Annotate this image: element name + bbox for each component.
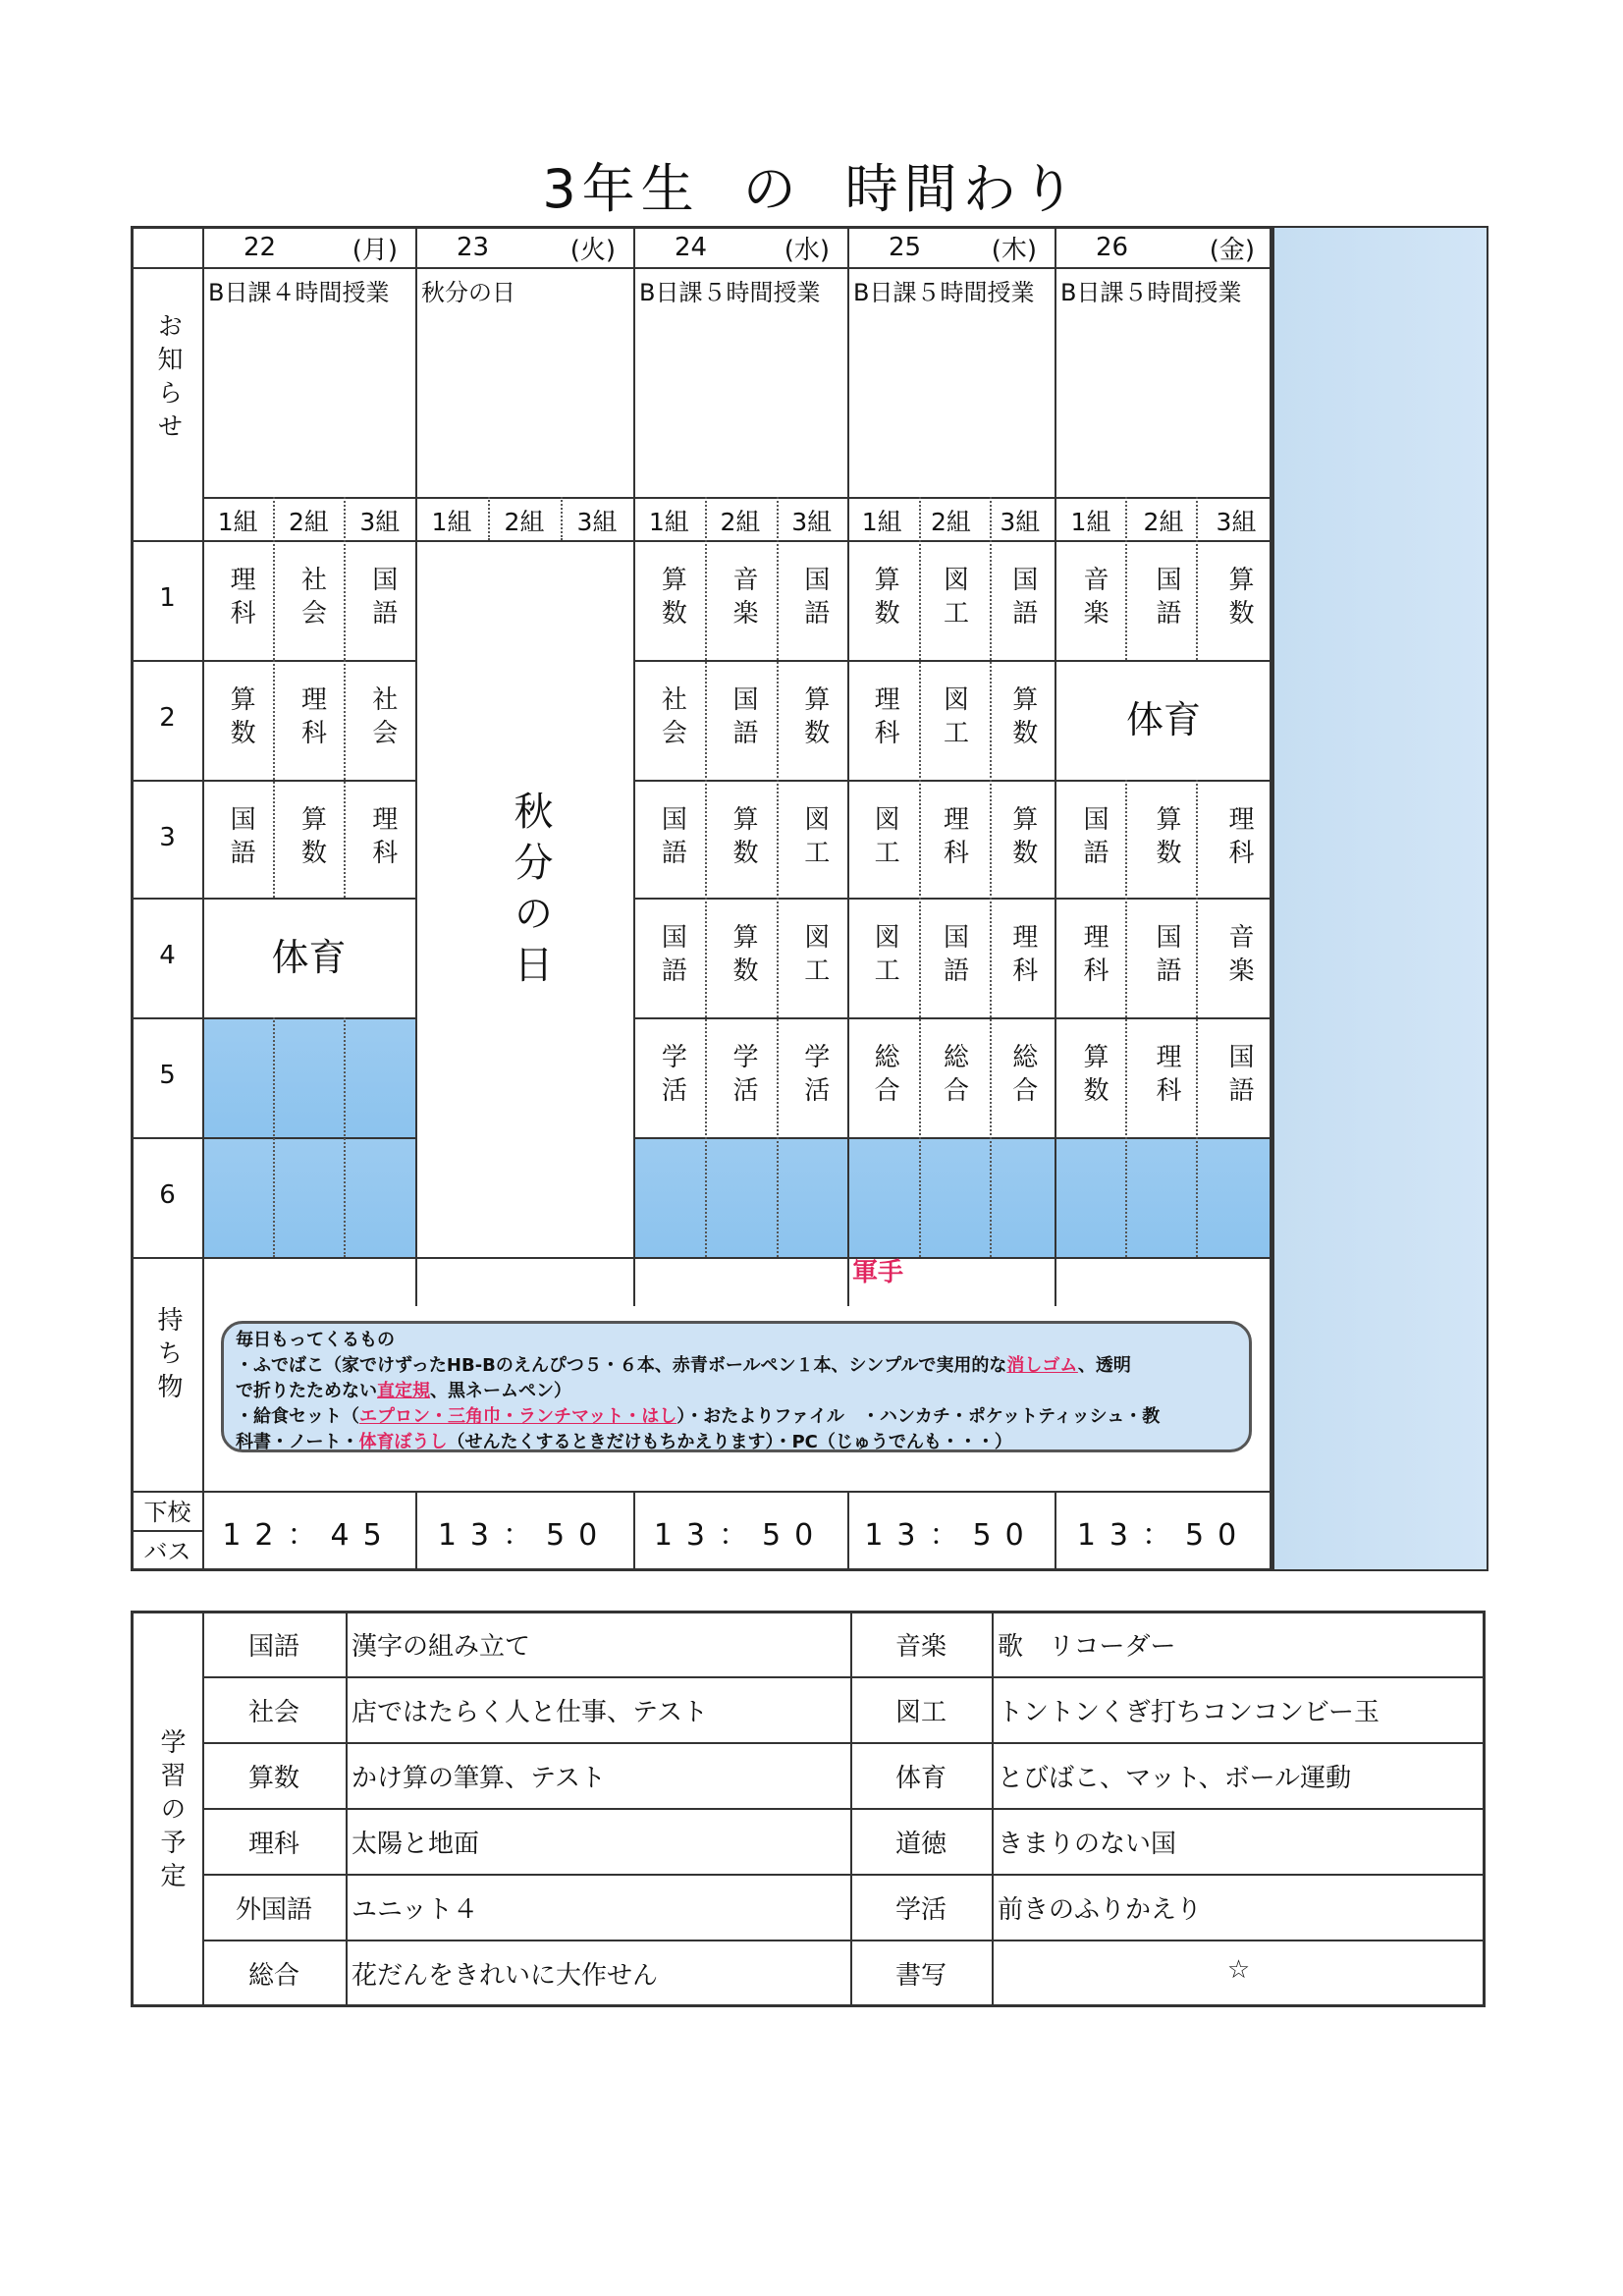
divider xyxy=(202,1808,1486,1810)
subject-cell-fri: 国語 xyxy=(1224,1043,1254,1110)
divider xyxy=(633,1017,1272,1019)
dismissal-time-mon: 12：45 xyxy=(222,1518,396,1553)
class-header: 3組 xyxy=(1216,508,1257,536)
period-number: 3 xyxy=(159,823,176,852)
period-number: 5 xyxy=(159,1061,176,1090)
subject-cell-mon: 国語 xyxy=(367,566,398,632)
notice-mon: B日課４時間授業 xyxy=(208,279,390,306)
fri-p2-taiiku: 体育 xyxy=(1125,698,1201,741)
period-number: 1 xyxy=(159,583,176,613)
mochimono-line4: 科書・ノート・体育ぼうし（せんたくするときだけもちかえります）・PC（じゅうでんも・・・） xyxy=(236,1432,1012,1452)
subject-cell-mon: 社会 xyxy=(367,685,398,752)
title-no: の xyxy=(742,158,802,220)
study-subject: 理科 xyxy=(247,1830,299,1859)
notice-thu: B日課５時間授業 xyxy=(853,279,1035,306)
study-content: 太陽と地面 xyxy=(352,1830,480,1859)
notice-tue: 秋分の日 xyxy=(421,279,515,306)
subject-cell-fri: 理科 xyxy=(1079,923,1109,990)
study-content: 歌 リコーダー xyxy=(998,1632,1176,1662)
study-subject: 総合 xyxy=(247,1961,299,1991)
tue-holiday: 秋分の日 xyxy=(508,791,553,995)
divider xyxy=(202,1742,1486,1744)
mochimono-line3: ・給食セット（エプロン・三角巾・ランチマット・はし）・おたよりファイル ・ハンカチ・ポケットティッシュ・教 xyxy=(236,1406,1161,1427)
subject-cell-wed: 音楽 xyxy=(729,566,759,632)
subject-cell-wed: 国語 xyxy=(657,923,687,990)
divider xyxy=(633,660,1272,662)
subject-cell-thu: 理科 xyxy=(939,805,969,872)
divider xyxy=(131,540,1272,542)
divider xyxy=(633,780,1272,782)
subject-cell-thu: 図工 xyxy=(870,805,900,872)
subject-cell-wed: 学活 xyxy=(657,1043,687,1110)
divider xyxy=(1055,226,1056,1306)
subject-cell-fri: 算数 xyxy=(1152,805,1181,872)
class-header: 3組 xyxy=(359,508,401,536)
class-header: 1組 xyxy=(1070,508,1111,536)
subject-cell-wed: 図工 xyxy=(799,923,830,990)
subject-cell-wed: 国語 xyxy=(729,685,759,752)
study-subject: 国語 xyxy=(247,1632,299,1662)
divider xyxy=(202,1676,1486,1678)
mochimono-heading: 毎日もってくるもの xyxy=(236,1330,395,1350)
period-number: 6 xyxy=(159,1180,176,1210)
subject-cell-fri: 理科 xyxy=(1152,1043,1181,1110)
study-subject: 外国語 xyxy=(235,1895,312,1925)
subject-cell-mon: 社会 xyxy=(297,566,327,632)
study-content: 店ではたらく人と仕事、テスト xyxy=(352,1698,708,1727)
title-jikanwari: 時間わり xyxy=(844,158,1081,220)
mochimono-label: 持ち物 xyxy=(153,1306,183,1406)
divider xyxy=(273,1017,275,1257)
divider xyxy=(633,1137,1272,1139)
period-number: 2 xyxy=(159,703,176,733)
subject-cell-wed: 学活 xyxy=(799,1043,830,1110)
class-header: 2組 xyxy=(720,508,761,536)
subject-cell-wed: 算数 xyxy=(657,566,687,632)
divider xyxy=(633,898,1272,900)
subject-cell-wed: 国語 xyxy=(657,805,687,872)
subject-cell-thu: 総合 xyxy=(939,1043,969,1110)
divider xyxy=(131,1257,1272,1259)
notice-wed: B日課５時間授業 xyxy=(639,279,821,306)
divider xyxy=(633,226,635,1306)
subject-cell-thu: 算数 xyxy=(1007,685,1038,752)
divider xyxy=(1125,780,1127,1257)
class-header: 2組 xyxy=(1143,508,1184,536)
study-subject: 図工 xyxy=(894,1698,947,1727)
divider xyxy=(847,226,849,1306)
subject-cell-thu: 理科 xyxy=(1007,923,1038,990)
study-label: 学習の予定 xyxy=(156,1728,186,1895)
day-header: 26 (金) xyxy=(1096,233,1255,265)
class-header: 2組 xyxy=(931,508,971,536)
divider xyxy=(131,1491,1272,1493)
subject-cell-wed: 算数 xyxy=(799,685,830,752)
divider xyxy=(1196,780,1198,1257)
dismissal-time-tue: 13：50 xyxy=(437,1518,612,1553)
class-header: 1組 xyxy=(217,508,258,536)
day-header: 24 (水) xyxy=(675,233,830,265)
study-content: 漢字の組み立て xyxy=(352,1632,531,1662)
oshirase-label: お知らせ xyxy=(153,312,183,446)
bus-label: バス xyxy=(143,1538,191,1565)
divider xyxy=(202,1874,1486,1876)
divider xyxy=(344,1017,346,1257)
study-subject: 体育 xyxy=(894,1764,947,1793)
subject-cell-mon: 理科 xyxy=(367,805,398,872)
class-header: 1組 xyxy=(431,508,472,536)
divider xyxy=(273,660,275,898)
mon-p4-taiiku: 体育 xyxy=(271,936,347,979)
subject-cell-mon: 算数 xyxy=(226,685,256,752)
subject-cell-thu: 算数 xyxy=(1007,805,1038,872)
class-header: 1組 xyxy=(861,508,902,536)
dismissal-time-fri: 13：50 xyxy=(1076,1518,1251,1553)
right-sidebar-panel xyxy=(1272,226,1488,1571)
subject-cell-fri: 国語 xyxy=(1079,805,1109,872)
divider xyxy=(202,497,1272,499)
subject-cell-mon: 理科 xyxy=(226,566,256,632)
dismissal-time-thu: 13：50 xyxy=(864,1518,1038,1553)
study-content: かけ算の筆算、テスト xyxy=(352,1764,606,1793)
study-content: ☆ xyxy=(1226,1955,1251,1985)
subject-cell-fri: 音楽 xyxy=(1224,923,1254,990)
subject-cell-thu: 図工 xyxy=(939,566,969,632)
class-header: 3組 xyxy=(791,508,833,536)
geko-label: 下校 xyxy=(143,1499,191,1526)
subject-cell-thu: 理科 xyxy=(870,685,900,752)
period-number: 4 xyxy=(159,941,176,970)
divider xyxy=(344,660,346,898)
subject-cell-wed: 図工 xyxy=(799,805,830,872)
mochimono-line2: で折りたためない直定規、黒ネームペン） xyxy=(236,1381,571,1401)
thu-item: 軍手 xyxy=(852,1258,904,1287)
subject-cell-thu: 総合 xyxy=(1007,1043,1038,1110)
divider xyxy=(415,226,417,1306)
subject-cell-mon: 算数 xyxy=(297,805,327,872)
study-content: 花だんをきれいに大作せん xyxy=(352,1961,659,1991)
study-content: ユニット４ xyxy=(352,1895,478,1925)
notice-fri: B日課５時間授業 xyxy=(1060,279,1242,306)
divider xyxy=(202,1940,1486,1941)
study-content: きまりのない国 xyxy=(998,1830,1177,1859)
study-content: とびばこ、マット、ボール運動 xyxy=(998,1764,1352,1793)
study-subject: 音楽 xyxy=(894,1632,947,1662)
page-title xyxy=(0,147,1623,226)
subject-cell-fri: 国語 xyxy=(1152,566,1181,632)
class-header: 2組 xyxy=(289,508,329,536)
subject-cell-wed: 算数 xyxy=(729,923,759,990)
divider xyxy=(919,497,921,1257)
study-subject: 道徳 xyxy=(894,1830,947,1859)
class-header: 3組 xyxy=(576,508,618,536)
day-header: 25 (木) xyxy=(889,233,1037,265)
subject-cell-thu: 図工 xyxy=(870,923,900,990)
study-subject: 算数 xyxy=(247,1764,299,1793)
day-header: 23 (火) xyxy=(457,233,616,265)
class-header: 3組 xyxy=(1000,508,1041,536)
divider xyxy=(131,898,415,900)
subject-cell-thu: 算数 xyxy=(870,566,900,632)
divider xyxy=(990,497,992,1257)
day-header: 22 (月) xyxy=(243,233,398,265)
subject-cell-thu: 国語 xyxy=(939,923,969,990)
study-subject: 書写 xyxy=(894,1961,947,1991)
subject-cell-fri: 算数 xyxy=(1079,1043,1109,1110)
divider xyxy=(202,226,204,1571)
subject-cell-thu: 国語 xyxy=(1007,566,1038,632)
subject-cell-wed: 学活 xyxy=(729,1043,759,1110)
subject-cell-wed: 社会 xyxy=(657,685,687,752)
subject-cell-wed: 国語 xyxy=(799,566,830,632)
mochimono-line1: ・ふでばこ（家でけずったHB-Bのえんぴつ５・６本、赤青ボールペン１本、シンプルで実用的な消しゴム、透明 xyxy=(236,1355,1131,1376)
subject-cell-fri: 算数 xyxy=(1224,566,1254,632)
subject-cell-fri: 理科 xyxy=(1224,805,1254,872)
divider xyxy=(705,497,707,1257)
divider xyxy=(777,497,779,1257)
subject-cell-fri: 音楽 xyxy=(1079,566,1109,632)
study-content: 前きのふりかえり xyxy=(998,1895,1203,1925)
title-grade: 3年生 xyxy=(542,158,700,220)
subject-cell-mon: 国語 xyxy=(226,805,256,872)
mochimono-box xyxy=(221,1321,1252,1452)
class-header: 2組 xyxy=(504,508,545,536)
subject-cell-thu: 図工 xyxy=(939,685,969,752)
subject-cell-thu: 総合 xyxy=(870,1043,900,1110)
study-subject: 社会 xyxy=(247,1698,299,1727)
class-header: 1組 xyxy=(648,508,689,536)
study-content: トントンくぎ打ちコンコンビー玉 xyxy=(998,1698,1380,1727)
subject-cell-fri: 国語 xyxy=(1152,923,1181,990)
subject-cell-mon: 理科 xyxy=(297,685,327,752)
study-subject: 学活 xyxy=(894,1895,947,1925)
dismissal-time-wed: 13：50 xyxy=(653,1518,828,1553)
subject-cell-wed: 算数 xyxy=(729,805,759,872)
